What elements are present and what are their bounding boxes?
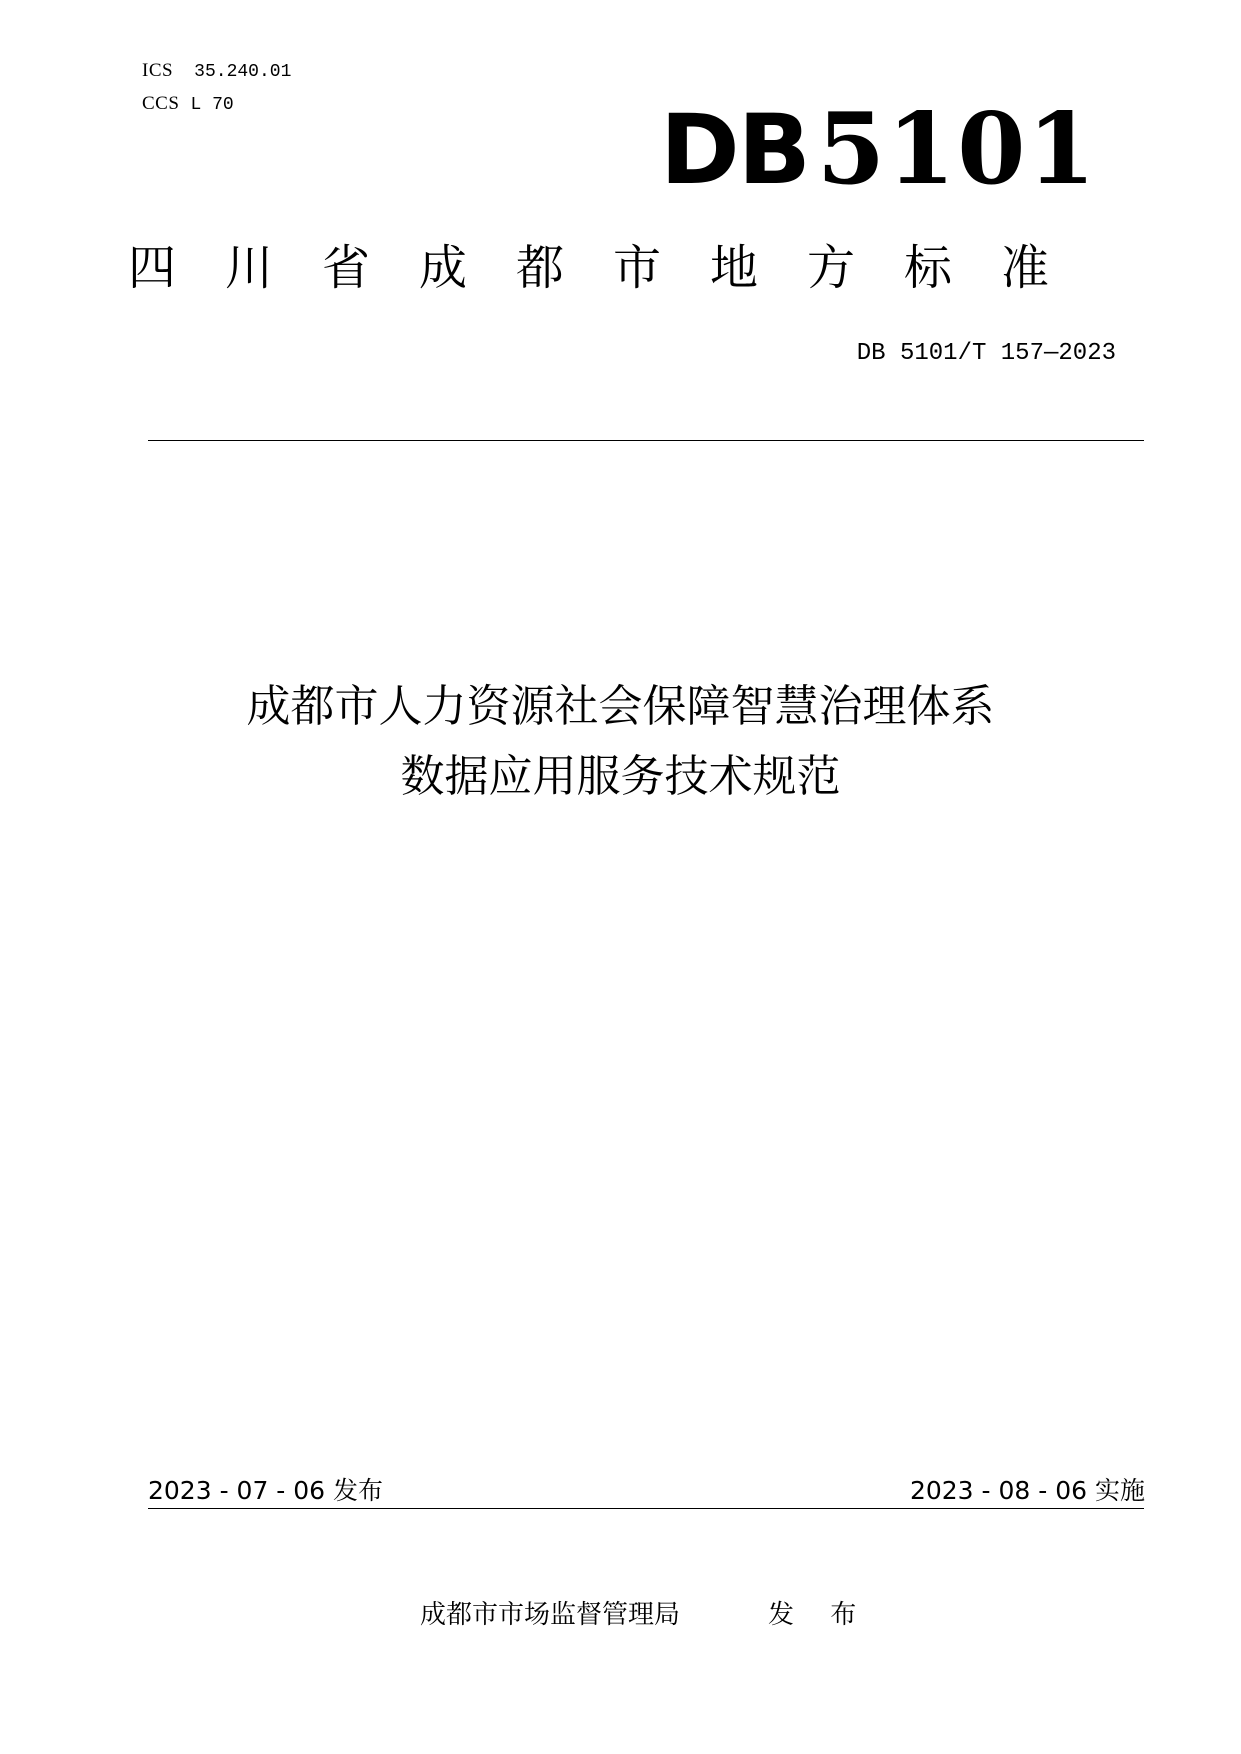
implementation-date: 2023 - 08 - 06 实施 xyxy=(909,1476,1145,1505)
publisher-name: 成都市市场监督管理局 xyxy=(420,1600,681,1630)
ics-label: ICS xyxy=(142,60,174,81)
publish-date: 2023 - 07 - 06 发布 xyxy=(148,1476,384,1505)
footer-divider xyxy=(148,1508,1144,1509)
publish-action: 发 布 xyxy=(768,1600,871,1630)
ics-value: 35.240.01 xyxy=(194,62,292,82)
ccs-row xyxy=(142,93,234,115)
document-title-line-2: 数据应用服务技术规范 xyxy=(400,751,841,802)
ccs-label: CCS xyxy=(142,93,180,114)
document-title-line-1: 成都市人力资源社会保障智慧治理体系 xyxy=(246,681,995,732)
standard-type-heading: 四川省成都市地方标准 xyxy=(128,240,1099,296)
ccs-value: L 70 xyxy=(190,95,234,115)
db-logo xyxy=(660,92,1098,207)
standard-number: DB 5101/T 157—2023 xyxy=(856,340,1116,367)
logo-prefix: DB xyxy=(660,94,809,206)
header-divider xyxy=(148,440,1144,441)
logo-code: 5101 xyxy=(816,92,1098,207)
ics-row xyxy=(142,60,291,82)
